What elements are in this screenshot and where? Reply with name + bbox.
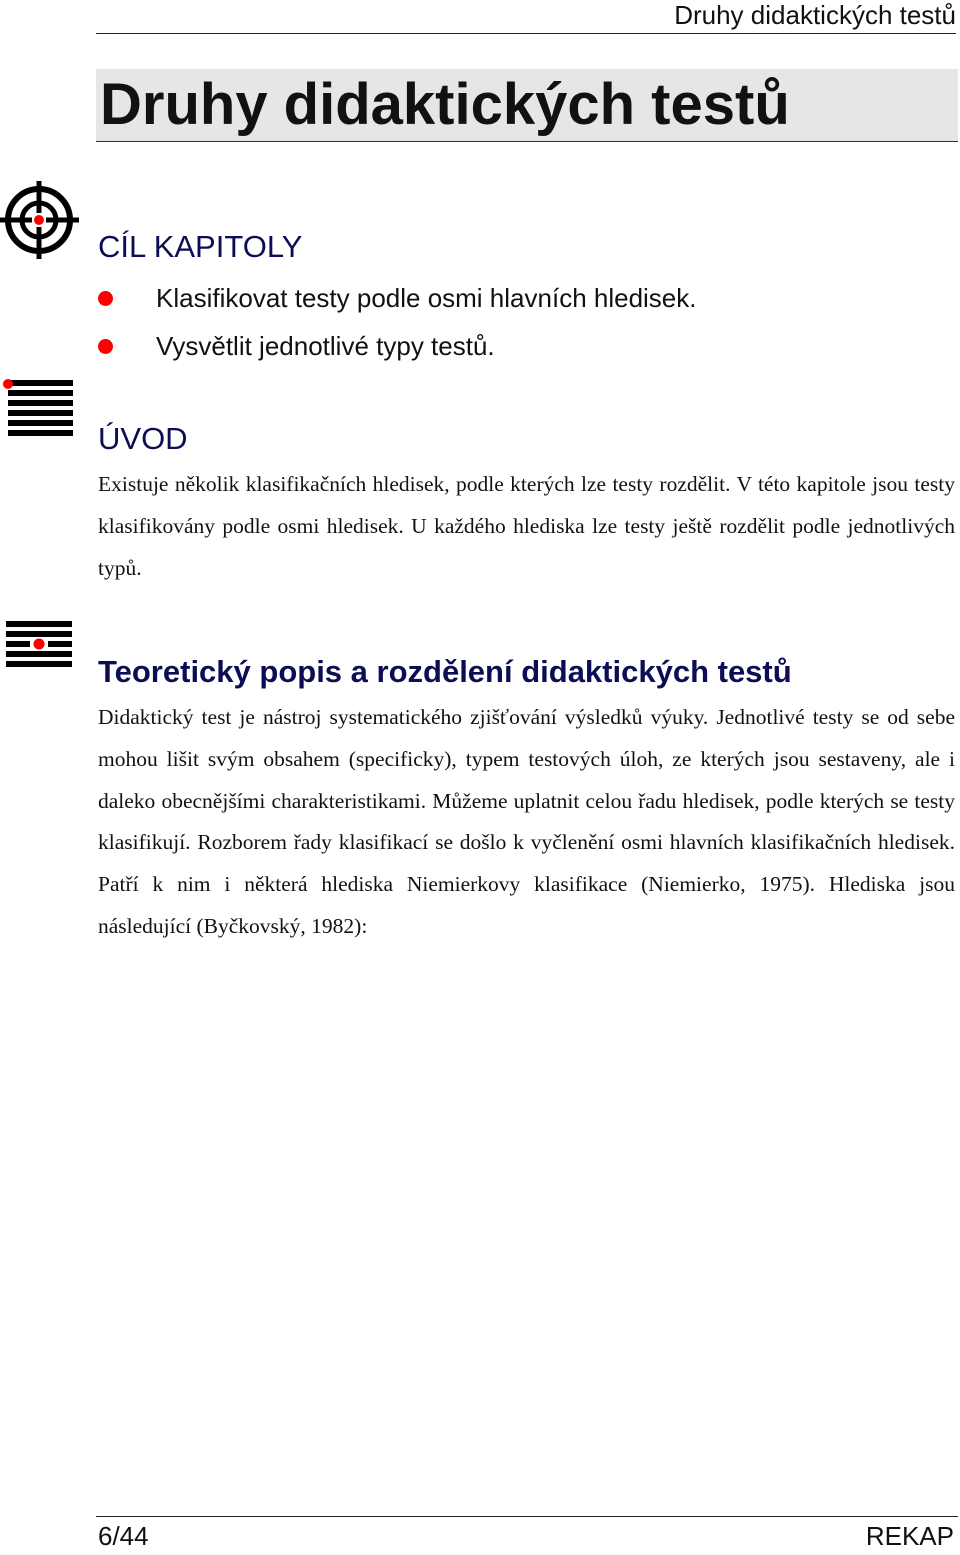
bullet-icon (98, 291, 113, 306)
goal-text: Vysvětlit jednotlivé typy testů. (156, 331, 495, 361)
running-footer (96, 1516, 958, 1549)
intro-paragraph: Existuje několik klasifikačních hledisek, podle kterých lze testy rozdělit. V této kapitole jsou testy klasifikovány podle osmi hledisek. U každého hlediska lze testy ještě rozdělit podle jednotlivých typů. (98, 472, 955, 580)
target-icon (0, 180, 80, 260)
intro-heading: ÚVOD (98, 421, 188, 456)
running-header: Druhy didaktických testů (96, 0, 956, 34)
chapter-title: Druhy didaktických testů (100, 72, 790, 137)
theory-paragraph: Didaktický test je nástroj systematického zjišťování výsledků výuky. Jednotlivé testy se od sebe mohou lišit svým obsahem (specificky), typem testových úloh, ze kterých jsou sestaveny, ale i daleko obecnějšími charakteristikami. Můžeme uplatnit celou řadu hledisek, podle kterých se testy klasifikují. Rozborem řady klasifikací se došlo k vyčlenění osmi hlavních klasifikačních hledisek. Patří k nim i některá hlediska Niemierkovy klasifikace (Niemierko, 1975). Hlediska jsou následující (Byčkovský, 1982): (98, 705, 955, 938)
goals-list (98, 278, 697, 374)
list-item (98, 326, 697, 374)
theory-heading: Teoretický popis a rozdělení didaktických testů (98, 654, 792, 689)
lines-icon (0, 376, 76, 444)
footer-brand: REKAP (865, 1521, 954, 1551)
lines-dot-icon (0, 617, 76, 675)
goal-text: Klasifikovat testy podle osmi hlavních hledisek. (156, 283, 697, 313)
list-item (98, 278, 697, 326)
page-number: 6/44 (98, 1521, 149, 1551)
goals-heading: CÍL KAPITOLY (98, 229, 303, 264)
chapter-title-bar (96, 69, 958, 142)
bullet-icon (98, 339, 113, 354)
